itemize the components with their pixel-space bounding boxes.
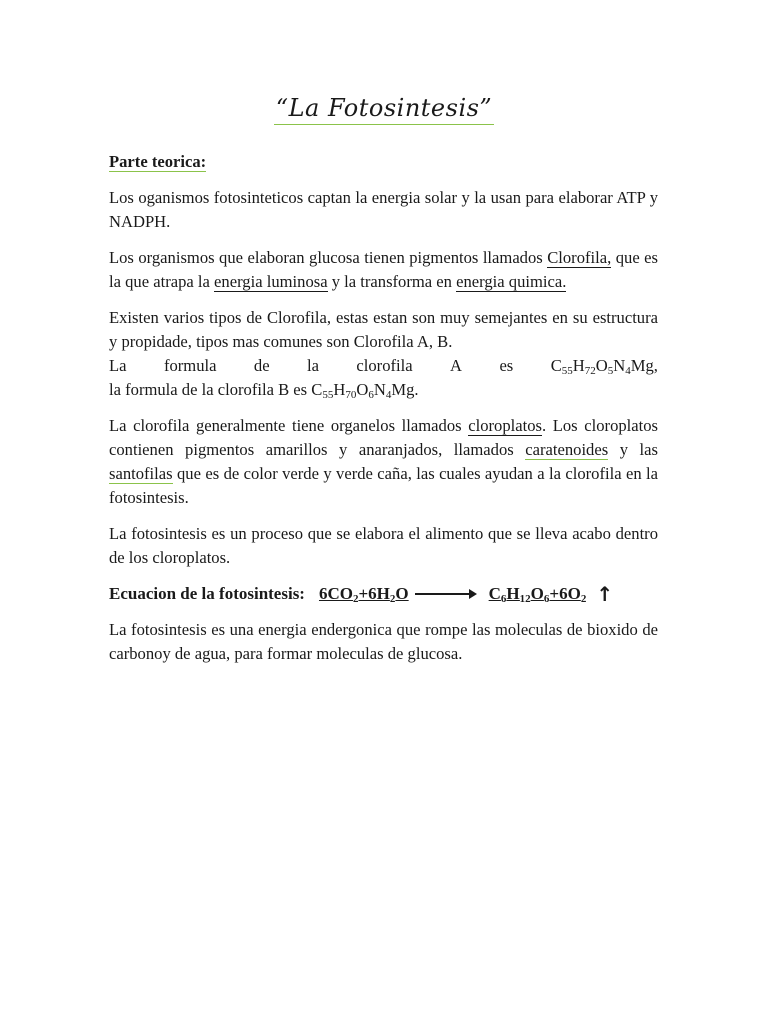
paragraph-1: Los oganismos fotosinteticos captan la energia solar y la usan para elaborar ATP y NADPH. [109,188,658,231]
chlorophyll-a-formula: $C_{55}H_{72}O_5N_4Mg$, [550,356,658,377]
formula-b-line: la formula de la clorofila B es $C_{55}H_{70}O_6N_4Mg$. [109,380,419,401]
paragraph-3: Existen varios tipos de Clorofila, estas estan son muy semejantes en su estructura y propidade, tipos mas comunes son Clorofila A, B. [109,308,658,351]
gas-release-up-arrow-icon: ↑ [596,582,614,606]
photosynthesis-equation: Ecuacion de la fotosintesis: $6CO_2+6H_2O$ $C_6H_{12}O_6+6O_2$ ↑ [109,582,614,606]
reaction-arrow-icon [415,593,475,595]
paragraph-2: Los organismos que elaboran glucosa tienen pigmentos llamados Clorofila, que es la que atrapa la energia luminosa y la transforma en energia quimica. [109,248,658,291]
paragraph-5: La fotosintesis es un proceso que se elabora el alimento que se lleva acabo dentro de los cloroplatos. [109,524,658,567]
document-body [109,150,658,678]
section-heading: Parte teorica: [109,152,207,171]
page-title: “La Fotosintesis” [0,94,768,122]
paragraph-4: La clorofila generalmente tiene organelos llamados cloroplatos. Los cloroplatos contienen pigmentos amarillos y anaranjados, llamados caratenoides y las santofilas que es de color verde y verde caña, las cuales ayudan a la clorofila en la fotosintesis. [109,416,658,507]
chlorophyll-b-formula: $C_{55}H_{70}O_6N_4Mg$. [311,380,419,401]
paragraph-6: La fotosintesis es una energia endergonica que rompe las moleculas de bioxido de carbonoy de agua, para formar moleculas de glucosa. [109,620,658,663]
reactants: $6CO_2+6H_2O$ [318,584,409,605]
formula-a-line: La formula de la clorofila A es $C_{55}H_{72}O_5N_4Mg$, [109,356,658,377]
products: $C_6H_{12}O_6+6O_2$ [488,584,587,605]
